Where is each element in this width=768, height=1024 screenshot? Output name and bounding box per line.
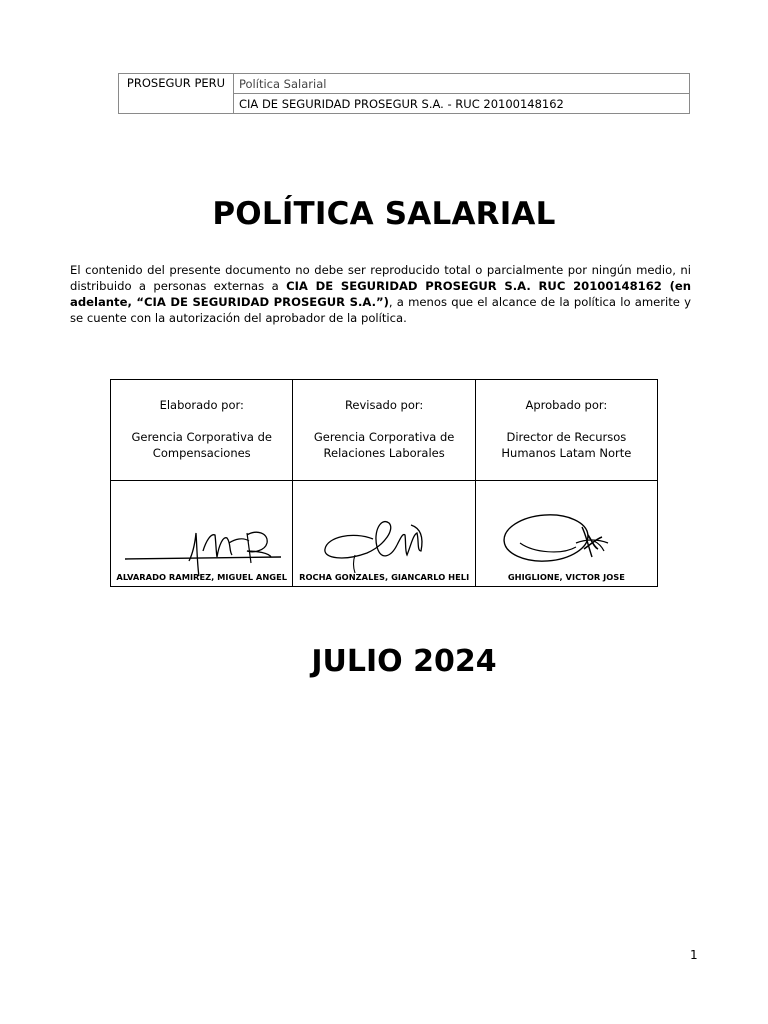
approval-cell-reviewed — [293, 380, 475, 481]
signature-cell-prepared — [111, 481, 293, 587]
signatory-name: GHIGLIONE, VICTOR JOSE — [507, 572, 625, 582]
notice-company-bold: CIA DE SEGURIDAD PROSEGUR S.A. RUC 20100148162 (en adelante, “CIA DE SEGURIDAD PROSEGUR S.A.”) — [70, 279, 691, 309]
department-label: Gerencia Corporativa de Relaciones Laborales — [313, 430, 455, 460]
signature-image — [111, 481, 293, 576]
signatory-name: ROCHA GONZALES, GIANCARLO HELI — [299, 572, 470, 582]
signature-image — [293, 481, 475, 576]
department-label: Gerencia Corporativa de Compensaciones — [131, 430, 273, 460]
signatory-name: ALVARADO RAMIREZ, MIGUEL ANGEL — [116, 572, 288, 582]
approval-cell-approved — [475, 380, 657, 481]
role-label: Aprobado por: — [525, 398, 608, 412]
page-number: 1 — [690, 948, 698, 962]
role-label: Revisado por: — [344, 398, 424, 412]
signature-cell-reviewed — [293, 481, 475, 587]
entity-cell: CIA DE SEGURIDAD PROSEGUR S.A. - RUC 20100148162 — [234, 94, 690, 114]
document-title-cell: Política Salarial — [234, 74, 690, 94]
document-header-table — [118, 73, 690, 114]
approval-cell-prepared — [111, 380, 293, 481]
notice-text-end: , a menos que el alcance de la política lo amerite y se cuente con la autorización del aprobador de la política. — [70, 295, 691, 325]
document-date: JULIO 2024 — [311, 644, 497, 679]
department-label: Director de Recursos Humanos Latam Norte — [501, 430, 632, 460]
signature-cell-approved — [475, 481, 657, 587]
notice-text-start: El contenido del presente documento no debe ser reproducido total o parcialmente por ningún medio, ni distribuido a personas externas a — [70, 263, 691, 293]
confidentiality-notice — [70, 262, 691, 326]
role-label: Elaborado por: — [159, 398, 244, 412]
signature-image — [476, 481, 658, 576]
page-title: POLÍTICA SALARIAL — [212, 196, 556, 232]
approvals-table — [110, 379, 658, 587]
company-name: PROSEGUR PERU — [119, 74, 234, 114]
